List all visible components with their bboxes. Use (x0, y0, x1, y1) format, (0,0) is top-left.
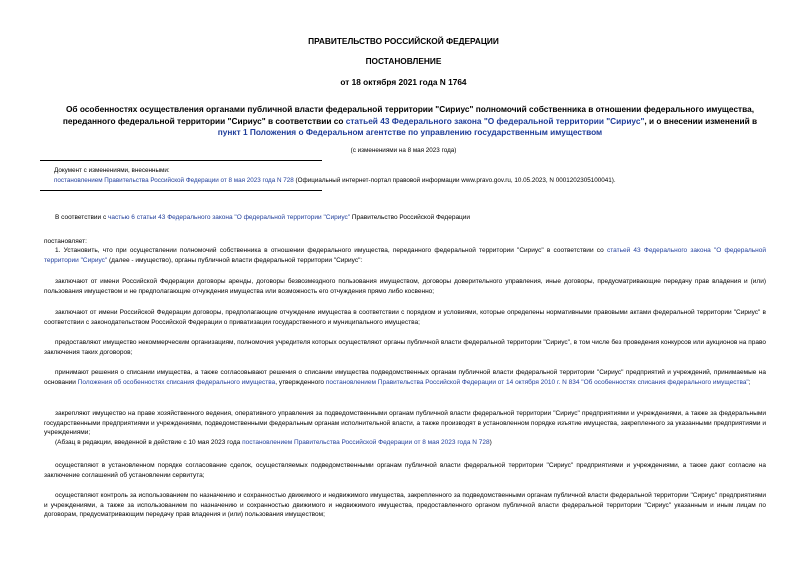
changes-label: Документ с изменениями, внесенными: (54, 167, 170, 174)
text: Правительство Российской Федерации (350, 214, 471, 221)
text: (Абзац в редакции, введенной в действие с 10 мая 2023 года (55, 439, 243, 446)
changes-rest: (Официальный интернет-портал правовой информации www.pravo.gov.ru, 10.05.2023, N 0001202305100041). (293, 176, 616, 184)
government-heading: ПРАВИТЕЛЬСТВО РОССИЙСКОЙ ФЕДЕРАЦИИ (308, 36, 499, 46)
paragraph-preamble (44, 213, 766, 223)
paragraph-control: осуществляют контроль за использованием по назначению и сохранностью движимого и недвижимого имущества, закрепленного за подведомственными органам публичной власти федеральной территории "Сириус" предприятиями и учреждениями, а также за использованием по назначению и сохранностью движимого и недвижимого имущества, предоставленного органом публичной власти федеральной территории "Сириус" указанным и иным лицам по договорам, предусматривающим передачу прав владения и (или) пользования имуществом; (44, 492, 766, 519)
text: принимают решения о списании имущества, а также согласовывают решения о списании имущества подведомственных органам публичной власти федеральной территории "Сириус" предприятий и учреждений, принимаемые на основании (44, 369, 766, 386)
paragraph-item-1 (44, 246, 766, 265)
divider-bottom (40, 190, 322, 191)
paragraph-alienation: заключают от имени Российской Федерации договоры, предполагающие отчуждение имущества в соответствии с порядком и условиями, которые определены нормативными правовыми актами федеральной территории "Сириус" в соответствии с законодательством Российской Федерации о приватизации государственного и муниципального имущества; (44, 309, 766, 326)
paragraph-lease: заключают от имени Российской Федерации договоры аренды, договоры безвозмездного пользования имуществом, договоры доверительного управления, иные договоры, предусматривающие передачу прав владения и (или) пользования имуществом и не предполагающие отчуждения имущества или возможность его отчуждения прямо либо косвенно; (44, 278, 766, 295)
link-resolution-728[interactable]: постановлением Правительства Российской Федерации от 8 мая 2023 года N 728 (242, 439, 490, 446)
text: ; (748, 378, 751, 386)
text: В соответствии с (55, 214, 109, 221)
link-writeoff-regulation[interactable]: Положения об особенностях списания федерального имущества (77, 378, 276, 386)
document-title (60, 104, 760, 139)
paragraph-nonprofit: предоставляют имущество некоммерческим организациям, полномочия учредителя которых осуществляют органы публичной власти федеральной территории "Сириус", в том числе без проведения конкурсов или аукционов на право заключения таких договоров; (44, 339, 766, 356)
document-changes-box (54, 166, 774, 185)
link-resolution-834[interactable]: постановлением Правительства Российской Федерации от 14 октября 2010 г. N 834 "Об особенностях списания федерального имущества" (325, 378, 749, 386)
link-part-6-article-43[interactable]: частью 6 статьи 43 Федерального закона "О федеральной территории "Сириус" (108, 214, 351, 221)
changes-link[interactable]: постановлением Правительства Российской Федерации от 8 мая 2023 года N 728 (54, 176, 294, 184)
title-link-regulation[interactable]: пункт 1 Положения о Федеральном агентстве по управлению государственным имуществом (217, 127, 603, 137)
paragraph-writeoff (44, 368, 766, 387)
link-article-43[interactable]: статьей 43 Федерального закона "О федеральной территории "Сириус" (44, 247, 766, 264)
text: 1. Установить, что при осуществлении полномочий собственника в отношении федерального имущества, переданного федеральной территории "Сириус" в соответствии со (55, 247, 607, 254)
title-text: Об особенностях осуществления органами публичной власти федеральной территории "Сириус" полномочий собственника в отношении федерального имущества, переданного федеральной территории "Сириус" в соответствии со (62, 104, 755, 126)
title-text-2: , и о внесении изменений в (644, 115, 758, 126)
divider-top (40, 160, 322, 161)
edits-note: (с изменениями на 8 мая 2023 года) (350, 147, 457, 154)
document-type: ПОСТАНОВЛЕНИЕ (365, 56, 442, 66)
changes-source (54, 176, 774, 186)
text: ) (489, 439, 492, 446)
text: (далее - имущество), органы публичной власти федеральной территории "Сириус": (107, 256, 363, 264)
paragraph-revision-note (55, 438, 766, 448)
title-link-article-43[interactable]: статьей 43 Федерального закона "О федеральной территории "Сириус" (345, 115, 645, 126)
paragraph-approval: осуществляют в установленном порядке согласование сделок, осуществляемых подведомственными органам публичной власти федеральной территории "Сириус" предприятиями и учреждениями, а также дают согласие на заключение соглашений об установлении сервитута; (44, 462, 766, 479)
paragraph-resolves: постановляет: (44, 238, 87, 245)
document-date-number: от 18 октября 2021 года N 1764 (340, 77, 467, 87)
text: , утвержденного (275, 378, 326, 386)
paragraph-assignment: закрепляют имущество на праве хозяйственного ведения, оперативного управления за подведомственными органам публичной власти федеральной территории "Сириус" предприятиями и учреждениями, а также за федеральными государственными предприятиями и учреждениями, подведомственными федеральным органам исполнительной власти, а также производят в установленном порядке изъятие имущества, закрепленного за указанными предприятиями и учреждениями; (44, 410, 766, 437)
